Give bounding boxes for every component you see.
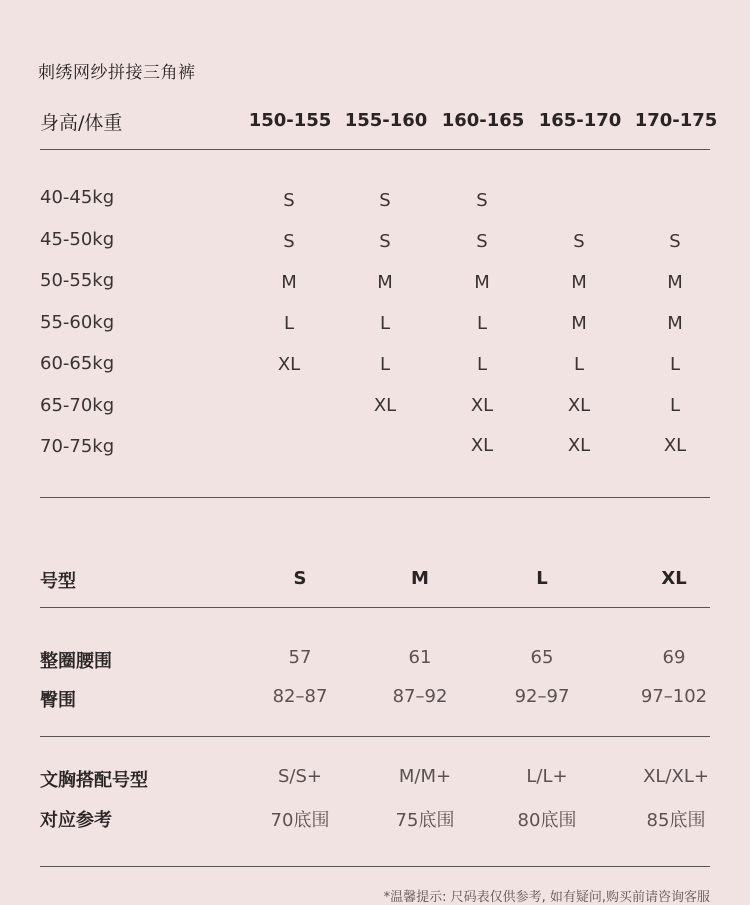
size-type-col: M: [411, 568, 429, 589]
waist-label: 整圈腰围: [40, 651, 112, 672]
footnote: *温馨提示: 尺码表仅供参考, 如有疑问,购买前请咨询客服: [383, 890, 710, 905]
weight-row-label: 40-45kg: [40, 187, 115, 208]
size-cell: S: [379, 231, 391, 252]
bra-size-value: XL/XL+: [643, 766, 709, 787]
divider: [40, 497, 710, 498]
size-cell: XL: [277, 354, 301, 375]
size-cell: XL: [567, 395, 591, 416]
divider: [40, 736, 710, 737]
size-cell: XL: [663, 435, 687, 456]
hip-label: 臀围: [40, 690, 76, 711]
weight-row-label: 55-60kg: [40, 312, 115, 333]
height-col-5: 170-175: [634, 110, 718, 131]
weight-row-label: 45-50kg: [40, 229, 115, 250]
size-cell: S: [573, 231, 585, 252]
size-cell: M: [571, 313, 587, 334]
reference-value: 70底围: [270, 810, 330, 831]
size-cell: M: [474, 272, 490, 293]
size-type-col: L: [536, 568, 548, 589]
size-cell: XL: [567, 435, 591, 456]
divider: [40, 866, 710, 867]
size-cell: XL: [373, 395, 397, 416]
size-cell: XL: [470, 435, 494, 456]
divider: [40, 607, 710, 608]
size-cell: S: [283, 231, 295, 252]
bra-size-value: M/M+: [398, 766, 452, 787]
size-cell: L: [573, 354, 585, 375]
hip-value: 82–87: [272, 686, 328, 707]
size-cell: S: [379, 190, 391, 211]
height-col-2: 155-160: [344, 110, 428, 131]
height-col-4: 165-170: [538, 110, 622, 131]
hip-value: 97–102: [640, 686, 708, 707]
reference-value: 75底围: [395, 810, 455, 831]
weight-row-label: 65-70kg: [40, 395, 115, 416]
size-cell: S: [476, 190, 488, 211]
reference-value: 80底围: [517, 810, 577, 831]
size-cell: M: [571, 272, 587, 293]
reference-value: 85底围: [646, 810, 706, 831]
weight-row-label: 70-75kg: [40, 436, 115, 457]
size-cell: L: [669, 354, 681, 375]
size-type-col: XL: [661, 568, 687, 589]
divider: [40, 149, 710, 150]
product-title: 刺绣网纱拼接三角裤: [38, 63, 196, 83]
size-cell: M: [667, 313, 683, 334]
waist-value: 61: [408, 647, 432, 668]
size-cell: L: [669, 395, 681, 416]
waist-value: 69: [662, 647, 686, 668]
reference-label: 对应参考: [40, 810, 112, 831]
bra-size-value: S/S+: [278, 766, 322, 787]
weight-row-label: 60-65kg: [40, 353, 115, 374]
size-chart-header-label: 身高/体重: [40, 112, 123, 134]
size-cell: S: [283, 190, 295, 211]
height-col-1: 150-155: [248, 110, 332, 131]
size-cell: M: [281, 272, 297, 293]
size-cell: M: [377, 272, 393, 293]
size-type-col: S: [293, 568, 307, 589]
waist-value: 57: [288, 647, 312, 668]
bra-size-label: 文胸搭配号型: [40, 770, 148, 791]
waist-value: 65: [530, 647, 554, 668]
size-cell: S: [476, 231, 488, 252]
size-type-label: 号型: [40, 571, 76, 592]
size-cell: L: [476, 354, 488, 375]
size-cell: S: [669, 231, 681, 252]
hip-value: 92–97: [514, 686, 570, 707]
weight-row-label: 50-55kg: [40, 270, 115, 291]
bra-size-value: L/L+: [526, 766, 568, 787]
height-col-3: 160-165: [441, 110, 525, 131]
size-cell: M: [667, 272, 683, 293]
hip-value: 87–92: [392, 686, 448, 707]
size-cell: L: [379, 313, 391, 334]
size-cell: L: [283, 313, 295, 334]
size-cell: L: [379, 354, 391, 375]
size-cell: L: [476, 313, 488, 334]
size-cell: XL: [470, 395, 494, 416]
